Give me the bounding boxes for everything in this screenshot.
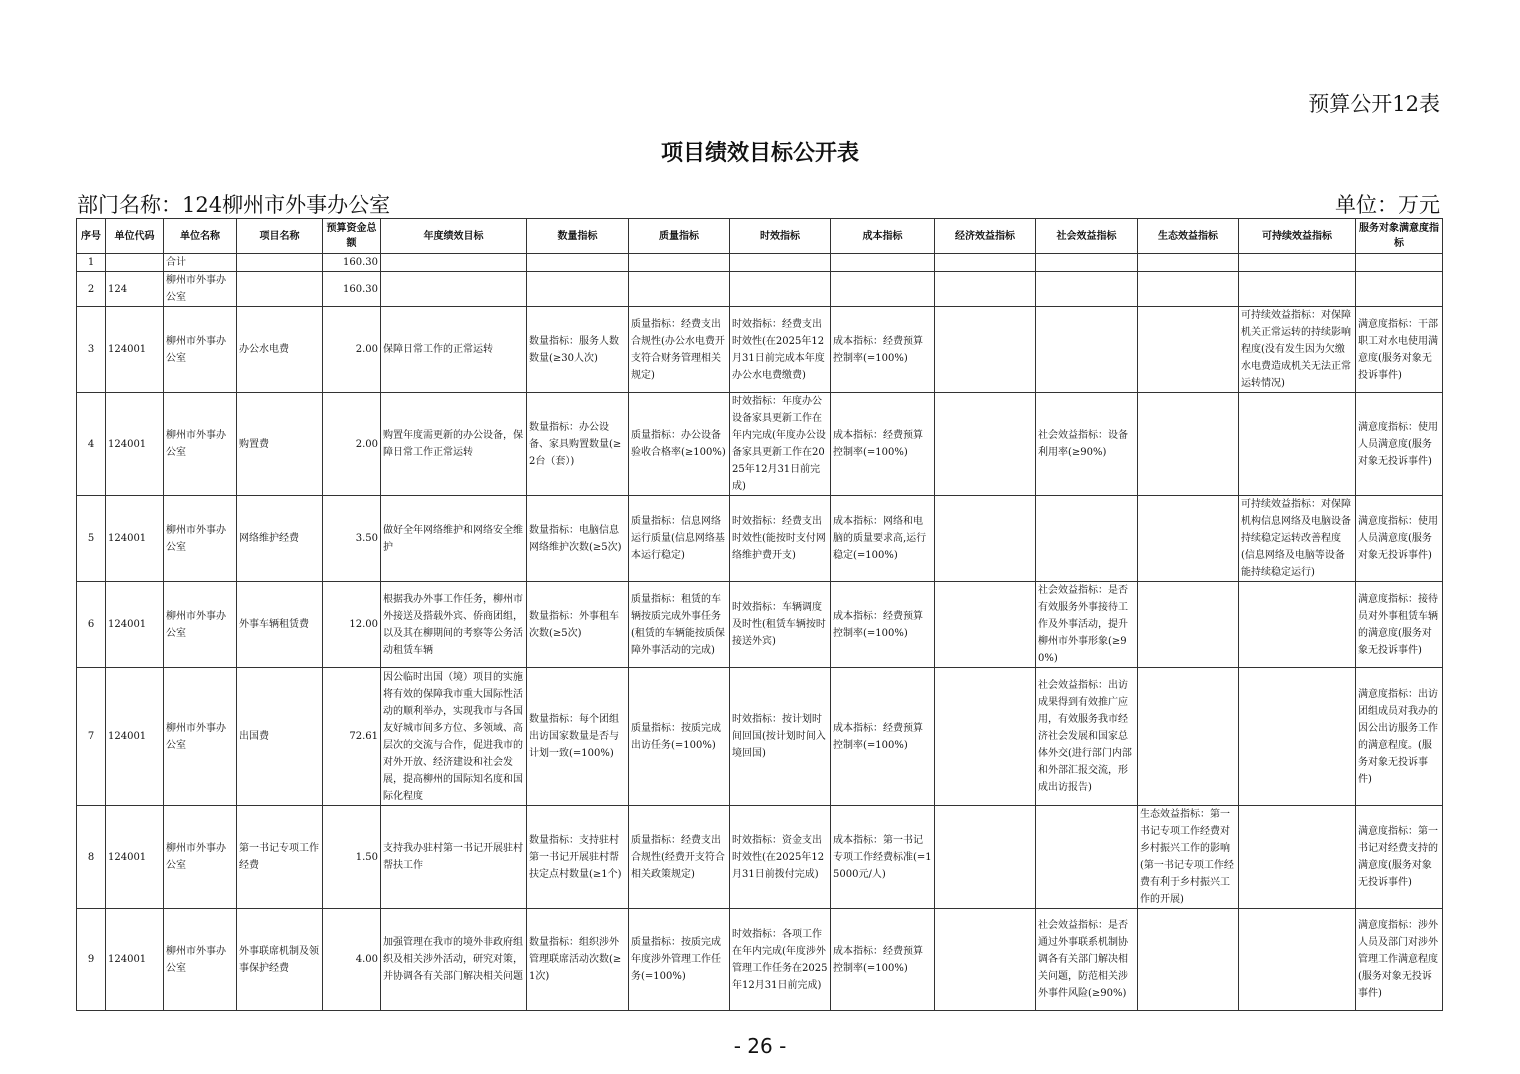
cell-cost: 成本指标：网络和电脑的质量要求高,运行稳定(=100%): [831, 496, 935, 582]
cell-satisfaction: [1356, 254, 1443, 272]
col-header: 时效指标: [730, 219, 831, 254]
cell-cost: 成本指标：经费预算控制率(=100%): [831, 909, 935, 1011]
cell-quantity: 数量指标：支持驻村第一书记开展驻村帮扶定点村数量(≥1个): [527, 806, 629, 909]
cell-ecological: [1138, 909, 1239, 1011]
cell-social: [1036, 307, 1138, 393]
table-row: [77, 496, 1443, 582]
table-row: [77, 806, 1443, 909]
cell-index: 9: [77, 909, 106, 1011]
cell-project-name: 第一书记专项工作经费: [237, 806, 323, 909]
cell-annual-goal: 做好全年网络维护和网络安全维护: [381, 496, 527, 582]
cell-budget: 2.00: [323, 393, 381, 496]
cell-ecological: [1138, 393, 1239, 496]
cell-quality: 质量指标：经费支出合规性(办公水电费开支符合财务管理相关规定): [629, 307, 730, 393]
cell-sustainable: [1239, 272, 1356, 307]
cell-economic: [935, 393, 1036, 496]
page-title: 项目绩效目标公开表: [660, 141, 859, 166]
cell-social: 社会效益指标：设备利用率(≥90%): [1036, 393, 1138, 496]
cell-cost: [831, 272, 935, 307]
table-row: [77, 582, 1443, 668]
col-header: 社会效益指标: [1036, 219, 1138, 254]
cell-ecological: [1138, 272, 1239, 307]
cell-project-name: 购置费: [237, 393, 323, 496]
cell-sustainable: [1239, 806, 1356, 909]
cell-cost: 成本指标：第一书记专项工作经费标准(=15000元/人): [831, 806, 935, 909]
cell-annual-goal: 加强管理在我市的境外非政府组织及相关涉外活动，研究对策，并协调各有关部门解决相关问题: [381, 909, 527, 1011]
unit-label: 单位：万元: [1335, 193, 1440, 217]
cell-quality: 质量指标：按质完成出访任务(=100%): [629, 668, 730, 806]
cell-economic: [935, 582, 1036, 668]
cell-unit-code: 124001: [106, 668, 164, 806]
cell-quality: 质量指标：办公设备验收合格率(≥100%): [629, 393, 730, 496]
cell-sustainable: [1239, 393, 1356, 496]
cell-ecological: [1138, 668, 1239, 806]
cell-satisfaction: 满意度指标：使用人员满意度(服务对象无投诉事件): [1356, 496, 1443, 582]
cell-satisfaction: 满意度指标：出访团组成员对我办的因公出访服务工作的满意程度。(服务对象无投诉事件): [1356, 668, 1443, 806]
cell-unit-name: 柳州市外事办公室: [164, 393, 237, 496]
col-header: 单位代码: [106, 219, 164, 254]
cell-sustainable: 可持续效益指标：对保障机关正常运转的持续影响程度(没有发生因为欠缴水电费造成机关无法正常运转情况): [1239, 307, 1356, 393]
cell-project-name: 出国费: [237, 668, 323, 806]
cell-satisfaction: 满意度指标：接待员对外事租赁车辆的满意度(服务对象无投诉事件): [1356, 582, 1443, 668]
cell-unit-code: 124001: [106, 393, 164, 496]
table-header-row: [77, 219, 1443, 254]
cell-economic: [935, 307, 1036, 393]
cell-budget: 12.00: [323, 582, 381, 668]
cell-social: [1036, 496, 1138, 582]
cell-quality: 质量指标：租赁的车辆按质完成外事任务(租赁的车辆能按质保障外事活动的完成): [629, 582, 730, 668]
cell-unit-code: [106, 254, 164, 272]
cell-cost: 成本指标：经费预算控制率(=100%): [831, 668, 935, 806]
cell-quantity: 数量指标：办公设备、家具购置数量(≥2台（套）): [527, 393, 629, 496]
col-header: 数量指标: [527, 219, 629, 254]
cell-unit-name: 柳州市外事办公室: [164, 909, 237, 1011]
cell-unit-name: 柳州市外事办公室: [164, 307, 237, 393]
cell-timeliness: 时效指标：经费支出时效性(在2025年12月31日前完成本年度办公水电费缴费): [730, 307, 831, 393]
col-header: 项目名称: [237, 219, 323, 254]
cell-timeliness: 时效指标：各项工作在年内完成(年度涉外管理工作任务在2025年12月31日前完成): [730, 909, 831, 1011]
cell-index: 2: [77, 272, 106, 307]
cell-timeliness: [730, 254, 831, 272]
table-row: [77, 393, 1443, 496]
table-row: [77, 307, 1443, 393]
performance-table: [76, 218, 1443, 1011]
cell-project-name: 办公水电费: [237, 307, 323, 393]
cell-quality: [629, 254, 730, 272]
cell-unit-name: 合计: [164, 254, 237, 272]
cell-index: 5: [77, 496, 106, 582]
col-header: 服务对象满意度指标: [1356, 219, 1443, 254]
cell-unit-name: 柳州市外事办公室: [164, 496, 237, 582]
cell-unit-name: 柳州市外事办公室: [164, 806, 237, 909]
table-row: [77, 668, 1443, 806]
cell-timeliness: 时效指标：车辆调度及时性(租赁车辆按时接送外宾): [730, 582, 831, 668]
table-row: [77, 909, 1443, 1011]
cell-quality: 质量指标：信息网络运行质量(信息网络基本运行稳定): [629, 496, 730, 582]
cell-index: 6: [77, 582, 106, 668]
cell-ecological: [1138, 582, 1239, 668]
cell-cost: 成本指标：经费预算控制率(=100%): [831, 582, 935, 668]
cell-sustainable: [1239, 668, 1356, 806]
cell-cost: 成本指标：经费预算控制率(=100%): [831, 393, 935, 496]
table-row: [77, 272, 1443, 307]
col-header: 年度绩效目标: [381, 219, 527, 254]
cell-project-name: 外事车辆租赁费: [237, 582, 323, 668]
cell-project-name: 网络维护经费: [237, 496, 323, 582]
cell-quality: 质量指标：经费支出合规性(经费开支符合相关政策规定): [629, 806, 730, 909]
table-body: [77, 254, 1443, 1011]
page-number: - 26 -: [733, 1034, 787, 1058]
cell-economic: [935, 668, 1036, 806]
cell-index: 4: [77, 393, 106, 496]
cell-satisfaction: [1356, 272, 1443, 307]
cell-social: [1036, 806, 1138, 909]
cell-project-name: 外事联席机制及领事保护经费: [237, 909, 323, 1011]
cell-unit-code: 124001: [106, 307, 164, 393]
cell-cost: [831, 254, 935, 272]
cell-satisfaction: 满意度指标：干部职工对水电使用满意度(服务对象无投诉事件): [1356, 307, 1443, 393]
cell-annual-goal: [381, 254, 527, 272]
cell-unit-code: 124001: [106, 496, 164, 582]
cell-quantity: 数量指标：外事租车次数(≥5次): [527, 582, 629, 668]
cell-satisfaction: 满意度指标：涉外人员及部门对涉外管理工作满意程度(服务对象无投诉事件): [1356, 909, 1443, 1011]
col-header: 序号: [77, 219, 106, 254]
table-row: [77, 254, 1443, 272]
col-header: 可持续效益指标: [1239, 219, 1356, 254]
cell-sustainable: 可持续效益指标：对保障机构信息网络及电脑设备持续稳定运转改善程度(信息网络及电脑等设备能持续稳定运行): [1239, 496, 1356, 582]
cell-quality: [629, 272, 730, 307]
cell-annual-goal: 因公临时出国（境）项目的实施将有效的保障我市重大国际性活动的顺利举办，实现我市与各国友好城市间多方位、多领域、高层次的交流与合作，促进我市的对外开放、经济建设和社会发展，提高柳州的国际知名度和国际化程度: [381, 668, 527, 806]
form-number: 预算公开12表: [1308, 92, 1440, 116]
col-header: 生态效益指标: [1138, 219, 1239, 254]
cell-unit-name: 柳州市外事办公室: [164, 272, 237, 307]
cell-index: 8: [77, 806, 106, 909]
cell-project-name: [237, 254, 323, 272]
cell-quantity: [527, 254, 629, 272]
cell-timeliness: 时效指标：按计划时间回国(按计划时间入境回国): [730, 668, 831, 806]
cell-social: 社会效益指标：是否有效服务外事接待工作及外事活动，提升柳州市外事形象(≥90%): [1036, 582, 1138, 668]
cell-economic: [935, 909, 1036, 1011]
cell-economic: [935, 806, 1036, 909]
cell-budget: 4.00: [323, 909, 381, 1011]
cell-social: [1036, 272, 1138, 307]
cell-index: 1: [77, 254, 106, 272]
cell-annual-goal: [381, 272, 527, 307]
cell-budget: 72.61: [323, 668, 381, 806]
cell-ecological: [1138, 307, 1239, 393]
cell-satisfaction: 满意度指标：第一书记对经费支持的满意度(服务对象无投诉事件): [1356, 806, 1443, 909]
cell-index: 3: [77, 307, 106, 393]
cell-budget: 2.00: [323, 307, 381, 393]
cell-quantity: 数量指标：电脑信息网络维护次数(≥5次): [527, 496, 629, 582]
cell-ecological: 生态效益指标：第一书记专项工作经费对乡村振兴工作的影响(第一书记专项工作经费有利于乡村振兴工作的开展): [1138, 806, 1239, 909]
cell-satisfaction: 满意度指标：使用人员满意度(服务对象无投诉事件): [1356, 393, 1443, 496]
cell-budget: 1.50: [323, 806, 381, 909]
cell-ecological: [1138, 254, 1239, 272]
cell-sustainable: [1239, 254, 1356, 272]
cell-budget: 160.30: [323, 272, 381, 307]
cell-quantity: 数量指标：服务人数数量(≥30人次): [527, 307, 629, 393]
cell-sustainable: [1239, 582, 1356, 668]
cell-budget: 160.30: [323, 254, 381, 272]
cell-annual-goal: 购置年度需更新的办公设备，保障日常工作正常运转: [381, 393, 527, 496]
cell-project-name: [237, 272, 323, 307]
cell-social: 社会效益指标：是否通过外事联系机制协调各有关部门解决相关问题，防范相关涉外事件风险(≥90%): [1036, 909, 1138, 1011]
cell-unit-code: 124001: [106, 582, 164, 668]
cell-annual-goal: 保障日常工作的正常运转: [381, 307, 527, 393]
col-header: 预算资金总额: [323, 219, 381, 254]
cell-economic: [935, 254, 1036, 272]
cell-unit-code: 124: [106, 272, 164, 307]
cell-index: 7: [77, 668, 106, 806]
cell-social: 社会效益指标：出访成果得到有效推广应用，有效服务我市经济社会发展和国家总体外交(进行部门内部和外部汇报交流，形成出访报告): [1036, 668, 1138, 806]
cell-economic: [935, 496, 1036, 582]
cell-unit-code: 124001: [106, 806, 164, 909]
cell-unit-code: 124001: [106, 909, 164, 1011]
cell-unit-name: 柳州市外事办公室: [164, 582, 237, 668]
cell-cost: 成本指标：经费预算控制率(=100%): [831, 307, 935, 393]
col-header: 经济效益指标: [935, 219, 1036, 254]
cell-timeliness: [730, 272, 831, 307]
cell-budget: 3.50: [323, 496, 381, 582]
cell-annual-goal: 根据我办外事工作任务，柳州市外接送及搭载外宾、侨商团组，以及其在柳期间的考察等公务活动租赁车辆: [381, 582, 527, 668]
cell-timeliness: 时效指标：年度办公设备家具更新工作在年内完成(年度办公设备家具更新工作在2025年12月31日前完成): [730, 393, 831, 496]
col-header: 单位名称: [164, 219, 237, 254]
col-header: 质量指标: [629, 219, 730, 254]
col-header: 成本指标: [831, 219, 935, 254]
cell-timeliness: 时效指标：资金支出时效性(在2025年12月31日前拨付完成): [730, 806, 831, 909]
cell-timeliness: 时效指标：经费支出时效性(能按时支付网络维护费开支): [730, 496, 831, 582]
cell-quantity: 数量指标：组织涉外管理联席活动次数(≥1次): [527, 909, 629, 1011]
cell-economic: [935, 272, 1036, 307]
cell-quality: 质量指标：按质完成年度涉外管理工作任务(=100%): [629, 909, 730, 1011]
cell-quantity: 数量指标：每个团组出访国家数量是否与计划一致(=100%): [527, 668, 629, 806]
cell-sustainable: [1239, 909, 1356, 1011]
department-name: 部门名称：124柳州市外事办公室: [77, 193, 391, 217]
cell-annual-goal: 支持我办驻村第一书记开展驻村帮扶工作: [381, 806, 527, 909]
cell-unit-name: 柳州市外事办公室: [164, 668, 237, 806]
cell-social: [1036, 254, 1138, 272]
cell-quantity: [527, 272, 629, 307]
cell-ecological: [1138, 496, 1239, 582]
